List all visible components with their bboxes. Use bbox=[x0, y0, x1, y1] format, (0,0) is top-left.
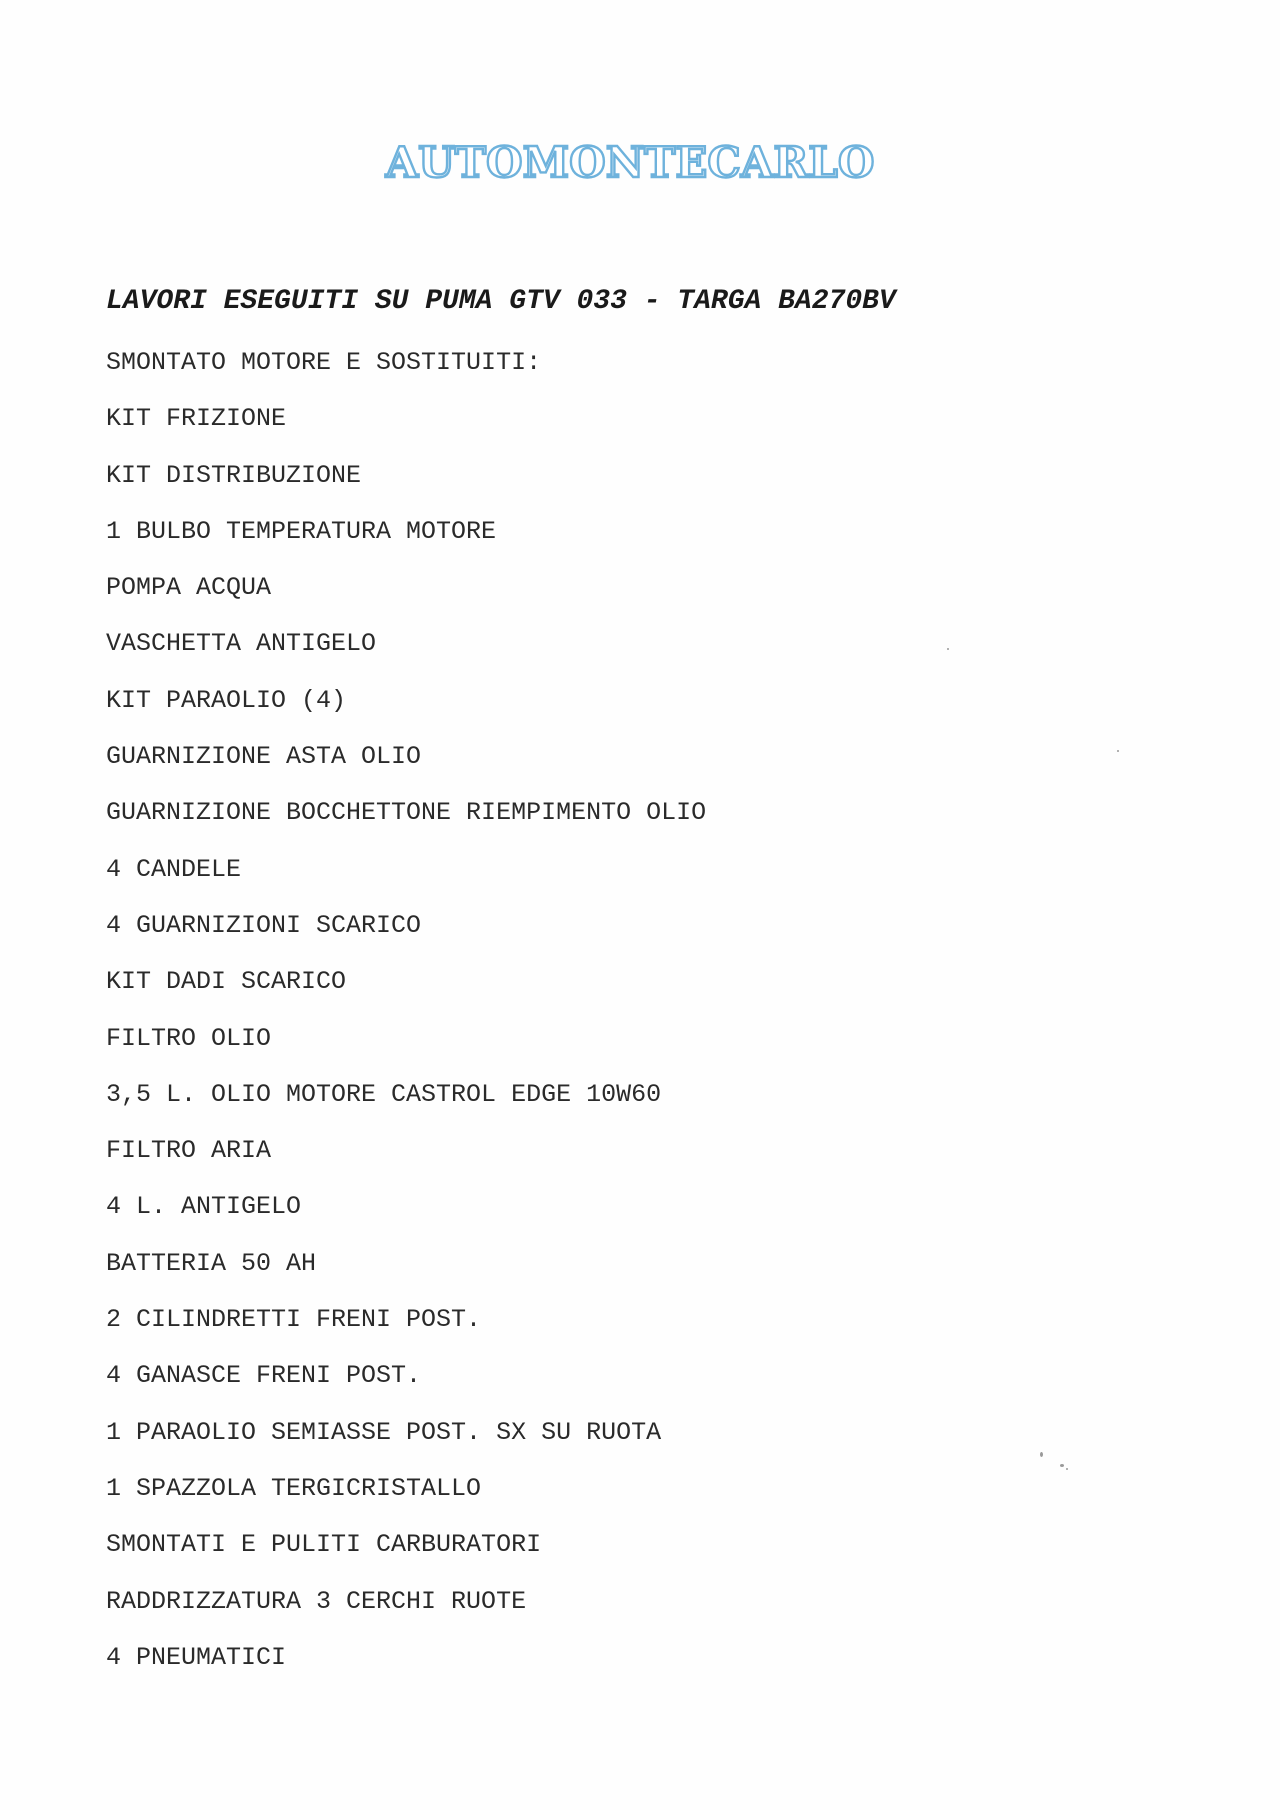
list-item: GUARNIZIONE BOCCHETTONE RIEMPIMENTO OLIO bbox=[106, 798, 707, 828]
scan-speck bbox=[1117, 750, 1119, 752]
list-item: 2 CILINDRETTI FRENI POST. bbox=[106, 1305, 482, 1335]
list-item: 1 BULBO TEMPERATURA MOTORE bbox=[106, 516, 497, 546]
list-item: 4 L. ANTIGELO bbox=[106, 1192, 302, 1222]
list-item: 4 GANASCE FRENI POST. bbox=[106, 1361, 422, 1391]
list-item: KIT PARAOLIO (4) bbox=[106, 685, 347, 715]
list-item: KIT DADI SCARICO bbox=[106, 967, 347, 997]
work-items-list bbox=[106, 348, 706, 1699]
list-item: VASCHETTA ANTIGELO bbox=[106, 629, 377, 659]
list-item: RADDRIZZATURA 3 CERCHI RUOTE bbox=[106, 1586, 527, 1616]
list-item: KIT DISTRIBUZIONE bbox=[106, 460, 362, 490]
list-item: 3,5 L. OLIO MOTORE CASTROL EDGE 10W60 bbox=[106, 1079, 662, 1109]
list-item: BATTERIA 50 AH bbox=[106, 1248, 317, 1278]
list-item: 1 PARAOLIO SEMIASSE POST. SX SU RUOTA bbox=[106, 1417, 662, 1447]
scan-speck bbox=[1040, 1452, 1043, 1457]
list-item: 4 PNEUMATICI bbox=[106, 1642, 287, 1672]
scan-speck bbox=[1066, 1468, 1068, 1470]
list-item: POMPA ACQUA bbox=[106, 573, 272, 603]
list-item: KIT FRIZIONE bbox=[106, 404, 287, 434]
list-item: 1 SPAZZOLA TERGICRISTALLO bbox=[106, 1473, 482, 1503]
list-item: 4 CANDELE bbox=[106, 854, 242, 884]
list-item: FILTRO OLIO bbox=[106, 1023, 272, 1053]
company-logo-text: AUTOMONTECARLO bbox=[385, 138, 875, 187]
scan-speck bbox=[1060, 1464, 1064, 1467]
list-item: FILTRO ARIA bbox=[106, 1136, 272, 1166]
scan-speck bbox=[947, 648, 949, 650]
document-heading: LAVORI ESEGUITI SU PUMA GTV 033 - TARGA BA270BV bbox=[106, 286, 896, 317]
list-item: SMONTATI E PULITI CARBURATORI bbox=[106, 1530, 542, 1560]
list-item: 4 GUARNIZIONI SCARICO bbox=[106, 910, 422, 940]
list-item: SMONTATO MOTORE E SOSTITUITI: bbox=[106, 348, 542, 377]
list-item: GUARNIZIONE ASTA OLIO bbox=[106, 742, 422, 772]
